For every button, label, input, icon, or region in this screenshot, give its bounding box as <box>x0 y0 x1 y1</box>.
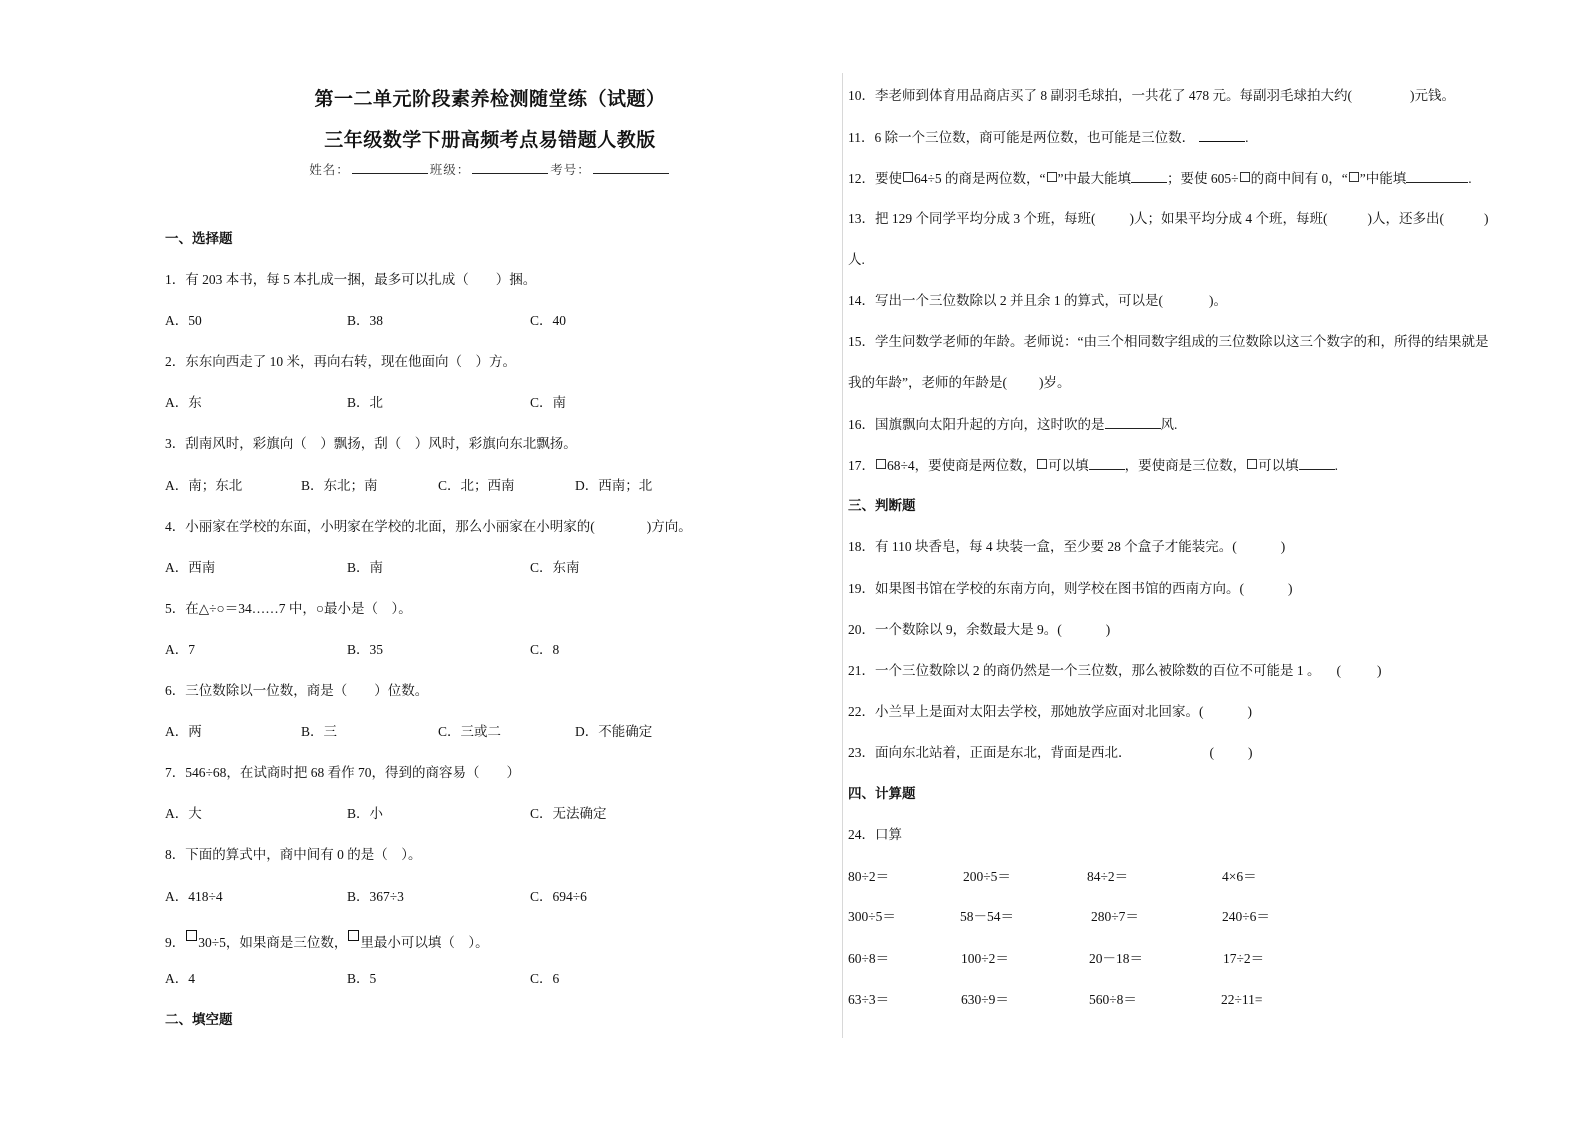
section-heading-fill: 二、填空题 <box>165 1012 233 1028</box>
question-6: 6．三位数除以一位数，商是（ ）位数。 <box>165 683 429 698</box>
q11-answer-blank[interactable] <box>1199 128 1245 142</box>
question-5: 5．在△÷○＝34……7 中，○最小是（ ）。 <box>165 601 412 616</box>
q13-text-c: )人，还多出( <box>1367 211 1444 226</box>
q17-answer-blank-2[interactable] <box>1299 456 1335 470</box>
question-21 <box>848 662 1382 680</box>
q4-option-b: B．南 <box>347 560 384 575</box>
question-12 <box>848 169 1472 188</box>
calc-item: 4×6＝ <box>1222 869 1257 884</box>
student-info-line <box>160 160 820 178</box>
calc-item: 560÷8＝ <box>1089 992 1137 1007</box>
q9-option-b: B．5 <box>347 971 377 986</box>
calc-item: 630÷9＝ <box>961 992 1009 1007</box>
q7-option-c: C．无法确定 <box>530 806 607 821</box>
q14-text-b: )。 <box>1209 293 1227 308</box>
q9-option-a: A．4 <box>165 971 195 986</box>
question-13 <box>848 210 1489 228</box>
blank-box-icon <box>348 930 359 941</box>
question-10 <box>848 87 1455 105</box>
section-heading-choice: 一、选择题 <box>165 231 233 247</box>
q1-option-a: A．50 <box>165 313 202 328</box>
class-label: 班级： <box>429 163 471 177</box>
q6-option-a: A．两 <box>165 724 202 739</box>
question-3: 3．刮南风时，彩旗向（ ）飘扬，刮（ ）风时，彩旗向东北飘扬。 <box>165 436 577 451</box>
q12-text-d: ；要使 605÷ <box>1167 171 1239 186</box>
calc-item: 300÷5＝ <box>848 909 896 924</box>
q3-option-d: D．西南；北 <box>575 478 653 493</box>
question-18 <box>848 538 1285 556</box>
name-label: 姓名： <box>309 163 350 177</box>
blank-box-icon <box>1047 172 1057 182</box>
question-24: 24．口算 <box>848 827 902 842</box>
q18-text: 18．有 110 块香皂，每 4 块装一盒，至少要 28 个盒子才能装完。( <box>848 539 1237 554</box>
section-heading-calc: 四、计算题 <box>848 786 916 802</box>
blank-box-icon <box>903 172 913 182</box>
calc-item: 200÷5＝ <box>963 869 1011 884</box>
q17-answer-blank-1[interactable] <box>1089 456 1125 470</box>
q17-text-c: 可以填 <box>1048 458 1089 473</box>
q7-option-b: B．小 <box>347 806 384 821</box>
q16-text-b: 风. <box>1160 417 1178 432</box>
q10-text-b: )元钱。 <box>1410 88 1455 103</box>
q3-option-a: A．南；东北 <box>165 478 243 493</box>
q20-text: 20．一个数除以 9，余数最大是 9。( <box>848 622 1062 637</box>
question-8: 8．下面的算式中，商中间有 0 的是（ ）。 <box>165 847 422 862</box>
q9-text-a: 30÷5，如果商是三位数， <box>198 935 348 950</box>
q18-close-paren: ) <box>1280 539 1286 554</box>
q16-text-a: 16．国旗飘向太阳升起的方向，这时吹的是 <box>848 417 1105 432</box>
q22-text: 22．小兰早上是面对太阳去学校，那她放学应面对北回家。( <box>848 704 1204 719</box>
q10-text-a: 10．李老师到体育用品商店买了 8 副羽毛球拍，一共花了 478 元。每副羽毛球拍大约( <box>848 88 1352 103</box>
name-blank[interactable] <box>352 161 428 174</box>
q6-option-d: D．不能确定 <box>575 724 653 739</box>
q12-text-f: ”中能填 <box>1359 171 1407 186</box>
class-blank[interactable] <box>472 161 548 174</box>
q12-text-b: 64÷5 的商是两位数，“ <box>914 171 1046 186</box>
q19-text: 19．如果图书馆在学校的东南方向，则学校在图书馆的西南方向。( <box>848 581 1244 596</box>
q21-close-paren: ) <box>1377 663 1382 678</box>
q14-text-a: 14．写出一个三位数除以 2 并且余 1 的算式，可以是( <box>848 293 1163 308</box>
q23-open-paren: ( <box>1209 745 1214 760</box>
q17-text-b: 68÷4，要使商是两位数， <box>887 458 1037 473</box>
blank-box-icon <box>876 459 886 469</box>
q15-text-b: 我的年龄”，老师的年龄是( <box>848 375 1007 390</box>
q6-option-c: C．三或二 <box>438 724 502 739</box>
question-2: 2．东东向西走了 10 米，再向右转，现在他面向（ ）方。 <box>165 354 516 369</box>
q2-option-a: A．东 <box>165 395 202 410</box>
q3-option-b: B．东北；南 <box>301 478 378 493</box>
calc-item: 20－18＝ <box>1089 951 1143 966</box>
calc-item: 17÷2＝ <box>1223 951 1265 966</box>
q5-option-c: C．8 <box>530 642 560 657</box>
question-17 <box>848 456 1338 475</box>
question-4 <box>165 518 692 536</box>
question-13-cont: 人. <box>848 252 865 267</box>
question-23 <box>848 744 1253 762</box>
q11-text-b: . <box>1245 130 1249 145</box>
q7-option-a: A．大 <box>165 806 202 821</box>
calc-item: 80÷2＝ <box>848 869 890 884</box>
q4-text-a: 4．小丽家在学校的东面，小明家在学校的北面，那么小丽家在小明家的( <box>165 519 595 534</box>
blank-box-icon <box>1349 172 1359 182</box>
q12-text-g: . <box>1468 171 1472 186</box>
calc-item: 58－54＝ <box>960 909 1014 924</box>
calc-item: 22÷11= <box>1221 992 1263 1007</box>
blank-box-icon <box>186 930 197 941</box>
q22-close-paren: ) <box>1247 704 1252 719</box>
q4-option-a: A．西南 <box>165 560 216 575</box>
q8-option-a: A．418÷4 <box>165 889 223 904</box>
question-19 <box>848 580 1293 598</box>
exam-no-blank[interactable] <box>593 161 669 174</box>
q12-answer-blank-1[interactable] <box>1131 169 1167 183</box>
calc-item: 240÷6＝ <box>1222 909 1270 924</box>
blank-box-icon <box>1247 459 1257 469</box>
exam-subtitle: 三年级数学下册高频考点易错题人教版 <box>324 129 656 151</box>
q8-option-b: B．367÷3 <box>347 889 404 904</box>
question-11 <box>848 128 1249 147</box>
blank-box-icon <box>1037 459 1047 469</box>
q2-option-b: B．北 <box>347 395 384 410</box>
q11-text-a: 11．6 除一个三位数，商可能是两位数，也可能是三位数． <box>848 130 1196 145</box>
q15-text-c: )岁。 <box>1039 375 1071 390</box>
question-15-cont <box>848 374 1071 392</box>
question-15: 15．学生问数学老师的年龄。老师说：“由三个相同数字组成的三位数除以这三个数字的和，所得的结果就是 <box>848 334 1489 349</box>
q17-text-d: ，要使商是三位数， <box>1124 458 1247 473</box>
question-22 <box>848 703 1252 721</box>
q12-text-e: 的商中间有 0，“ <box>1250 171 1348 186</box>
q4-option-c: C．东南 <box>530 560 580 575</box>
q19-close-paren: ) <box>1288 581 1293 596</box>
q9-option-c: C．6 <box>530 971 560 986</box>
q13-text-d: ) <box>1484 211 1489 226</box>
calc-item: 100÷2＝ <box>961 951 1009 966</box>
q17-text-a: 17． <box>848 458 875 473</box>
q1-option-c: C．40 <box>530 313 567 328</box>
q21-text: 21．一个三位数除以 2 的商仍然是一个三位数，那么被除数的百位不可能是 1 。 <box>848 663 1321 678</box>
q9-text-b: 里最小可以填（ ）。 <box>360 935 489 950</box>
section-heading-judge: 三、判断题 <box>848 498 916 514</box>
q13-text-b: )人；如果平均分成 4 个班，每班( <box>1129 211 1328 226</box>
q5-option-a: A．7 <box>165 642 195 657</box>
q1-option-b: B．38 <box>347 313 384 328</box>
calc-item: 60÷8＝ <box>848 951 890 966</box>
column-divider <box>842 73 843 1038</box>
q23-text: 23．面向东北站着，正面是东北，背面是西北． <box>848 745 1132 760</box>
question-9 <box>165 930 489 952</box>
q6-option-b: B．三 <box>301 724 338 739</box>
q12-text-c: ”中最大能填 <box>1057 171 1132 186</box>
blank-box-icon <box>1240 172 1250 182</box>
q9-number: 9． <box>165 935 186 950</box>
calc-item: 280÷7＝ <box>1091 909 1139 924</box>
question-7: 7．546÷68，在试商时把 68 看作 70，得到的商容易（ ） <box>165 765 521 780</box>
question-1: 1．有 203 本书，每 5 本扎成一捆，最多可以扎成（ ）捆。 <box>165 272 537 287</box>
q13-text-a: 13．把 129 个同学平均分成 3 个班，每班( <box>848 211 1096 226</box>
question-16 <box>848 415 1177 434</box>
q17-text-e: 可以填 <box>1258 458 1299 473</box>
question-14 <box>848 292 1227 310</box>
q5-option-b: B．35 <box>347 642 384 657</box>
q23-close-paren: ) <box>1248 745 1253 760</box>
q3-option-c: C．北；西南 <box>438 478 515 493</box>
q12-answer-blank-2[interactable] <box>1406 169 1468 183</box>
q16-answer-blank[interactable] <box>1105 415 1161 429</box>
q20-close-paren: ) <box>1105 622 1111 637</box>
q8-option-c: C．694÷6 <box>530 889 587 904</box>
q12-text-a: 12．要使 <box>848 171 902 186</box>
q21-open-paren: ( <box>1336 663 1341 678</box>
q4-text-b: )方向。 <box>646 519 692 534</box>
q17-text-f: . <box>1334 458 1339 473</box>
exam-no-label: 考号： <box>550 163 591 177</box>
calc-item: 63÷3＝ <box>848 992 890 1007</box>
question-20 <box>848 621 1110 639</box>
q2-option-c: C．南 <box>530 395 567 410</box>
exam-title: 第一二单元阶段素养检测随堂练（试题） <box>314 88 666 110</box>
calc-item: 84÷2＝ <box>1087 869 1129 884</box>
